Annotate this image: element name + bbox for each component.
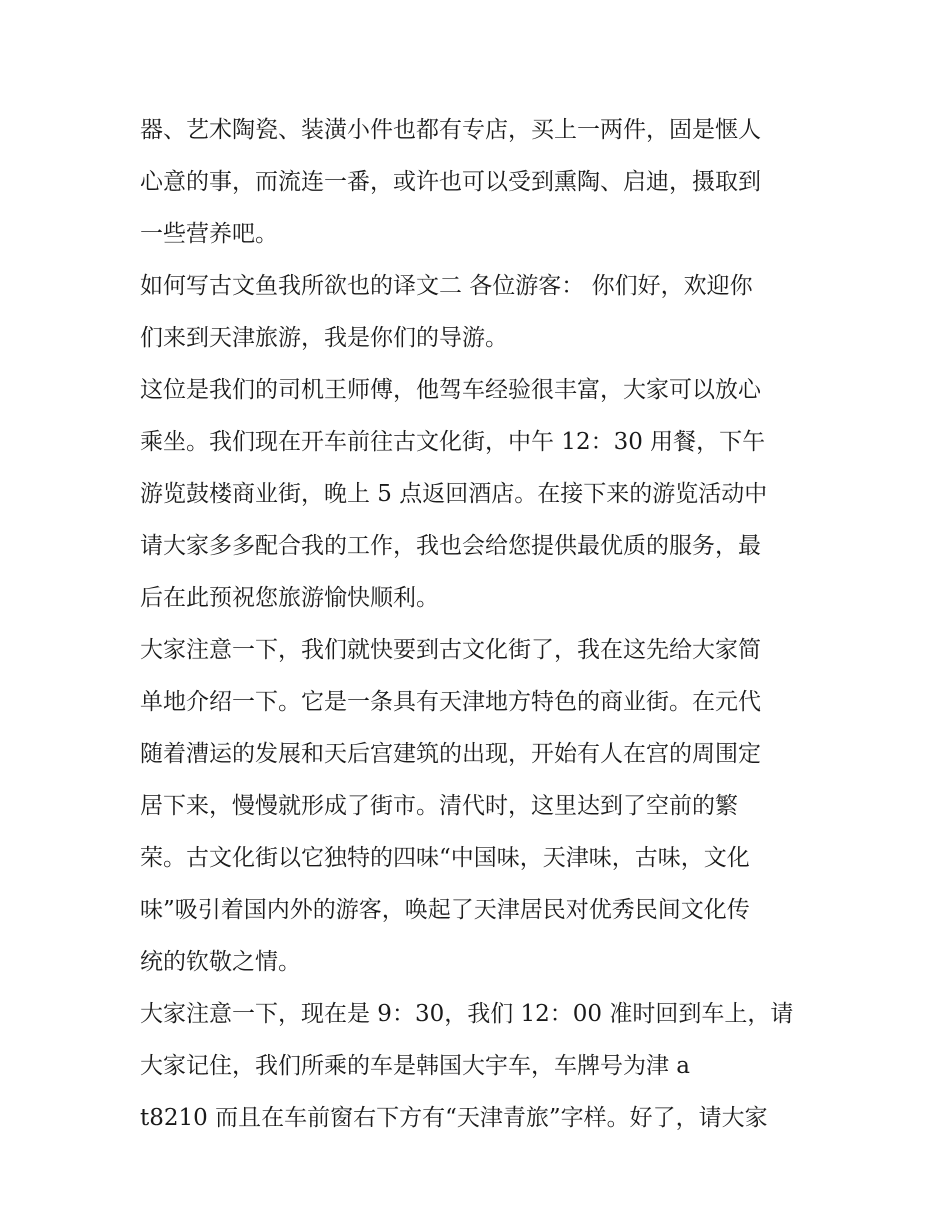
text-line: 们来到天津旅游，我是你们的导游。 bbox=[140, 325, 508, 351]
text-line: 大家记住，我们所乘的车是韩国大宇车，车牌号为津 a bbox=[140, 1053, 691, 1079]
body-text bbox=[140, 108, 820, 1148]
text-line: 味”吸引着国内外的游客，唤起了天津居民对优秀民间文化传 bbox=[140, 897, 750, 923]
text-line: 荣。古文化街以它独特的四味“中国味，天津味，古味，文化 bbox=[140, 845, 750, 871]
text-line: 请大家多多配合我的工作，我也会给您提供最优质的服务，最 bbox=[140, 533, 761, 559]
text-line: 随着漕运的发展和天后宫建筑的出现，开始有人在宫的周围定 bbox=[140, 741, 761, 767]
text-line: 大家注意一下，我们就快要到古文化街了，我在这先给大家简 bbox=[140, 637, 761, 663]
text-line: 后在此预祝您旅游愉快顺利。 bbox=[140, 585, 439, 611]
text-line: 大家注意一下，现在是 9：30，我们 12：00 准时回到车上，请 bbox=[140, 1001, 794, 1027]
text-line: 心意的事，而流连一番，或许也可以受到熏陶、启迪，摄取到 bbox=[140, 169, 761, 195]
text-line: 统的钦敬之情。 bbox=[140, 949, 301, 975]
text-line: t8210 而且在车前窗右下方有“天津青旅”字样。好了，请大家 bbox=[140, 1105, 768, 1131]
text-line: 一些营养吧。 bbox=[140, 221, 278, 247]
text-line: 单地介绍一下。它是一条具有天津地方特色的商业街。在元代 bbox=[140, 689, 761, 715]
text-line: 游览鼓楼商业街，晚上 5 点返回酒店。在接下来的游览活动中 bbox=[140, 481, 768, 507]
text-line: 这位是我们的司机王师傅，他驾车经验很丰富，大家可以放心 bbox=[140, 377, 761, 403]
text-line: 居下来，慢慢就形成了街市。清代时，这里达到了空前的繁 bbox=[140, 793, 738, 819]
text-line: 器、艺术陶瓷、装潢小件也都有专店，买上一两件，固是惬人 bbox=[140, 117, 761, 143]
text-line: 乘坐。我们现在开车前往古文化街，中午 12：30 用餐，下午 bbox=[140, 429, 766, 455]
text-line: 如何写古文鱼我所欲也的译文二 各位游客： 你们好，欢迎你 bbox=[140, 273, 753, 299]
